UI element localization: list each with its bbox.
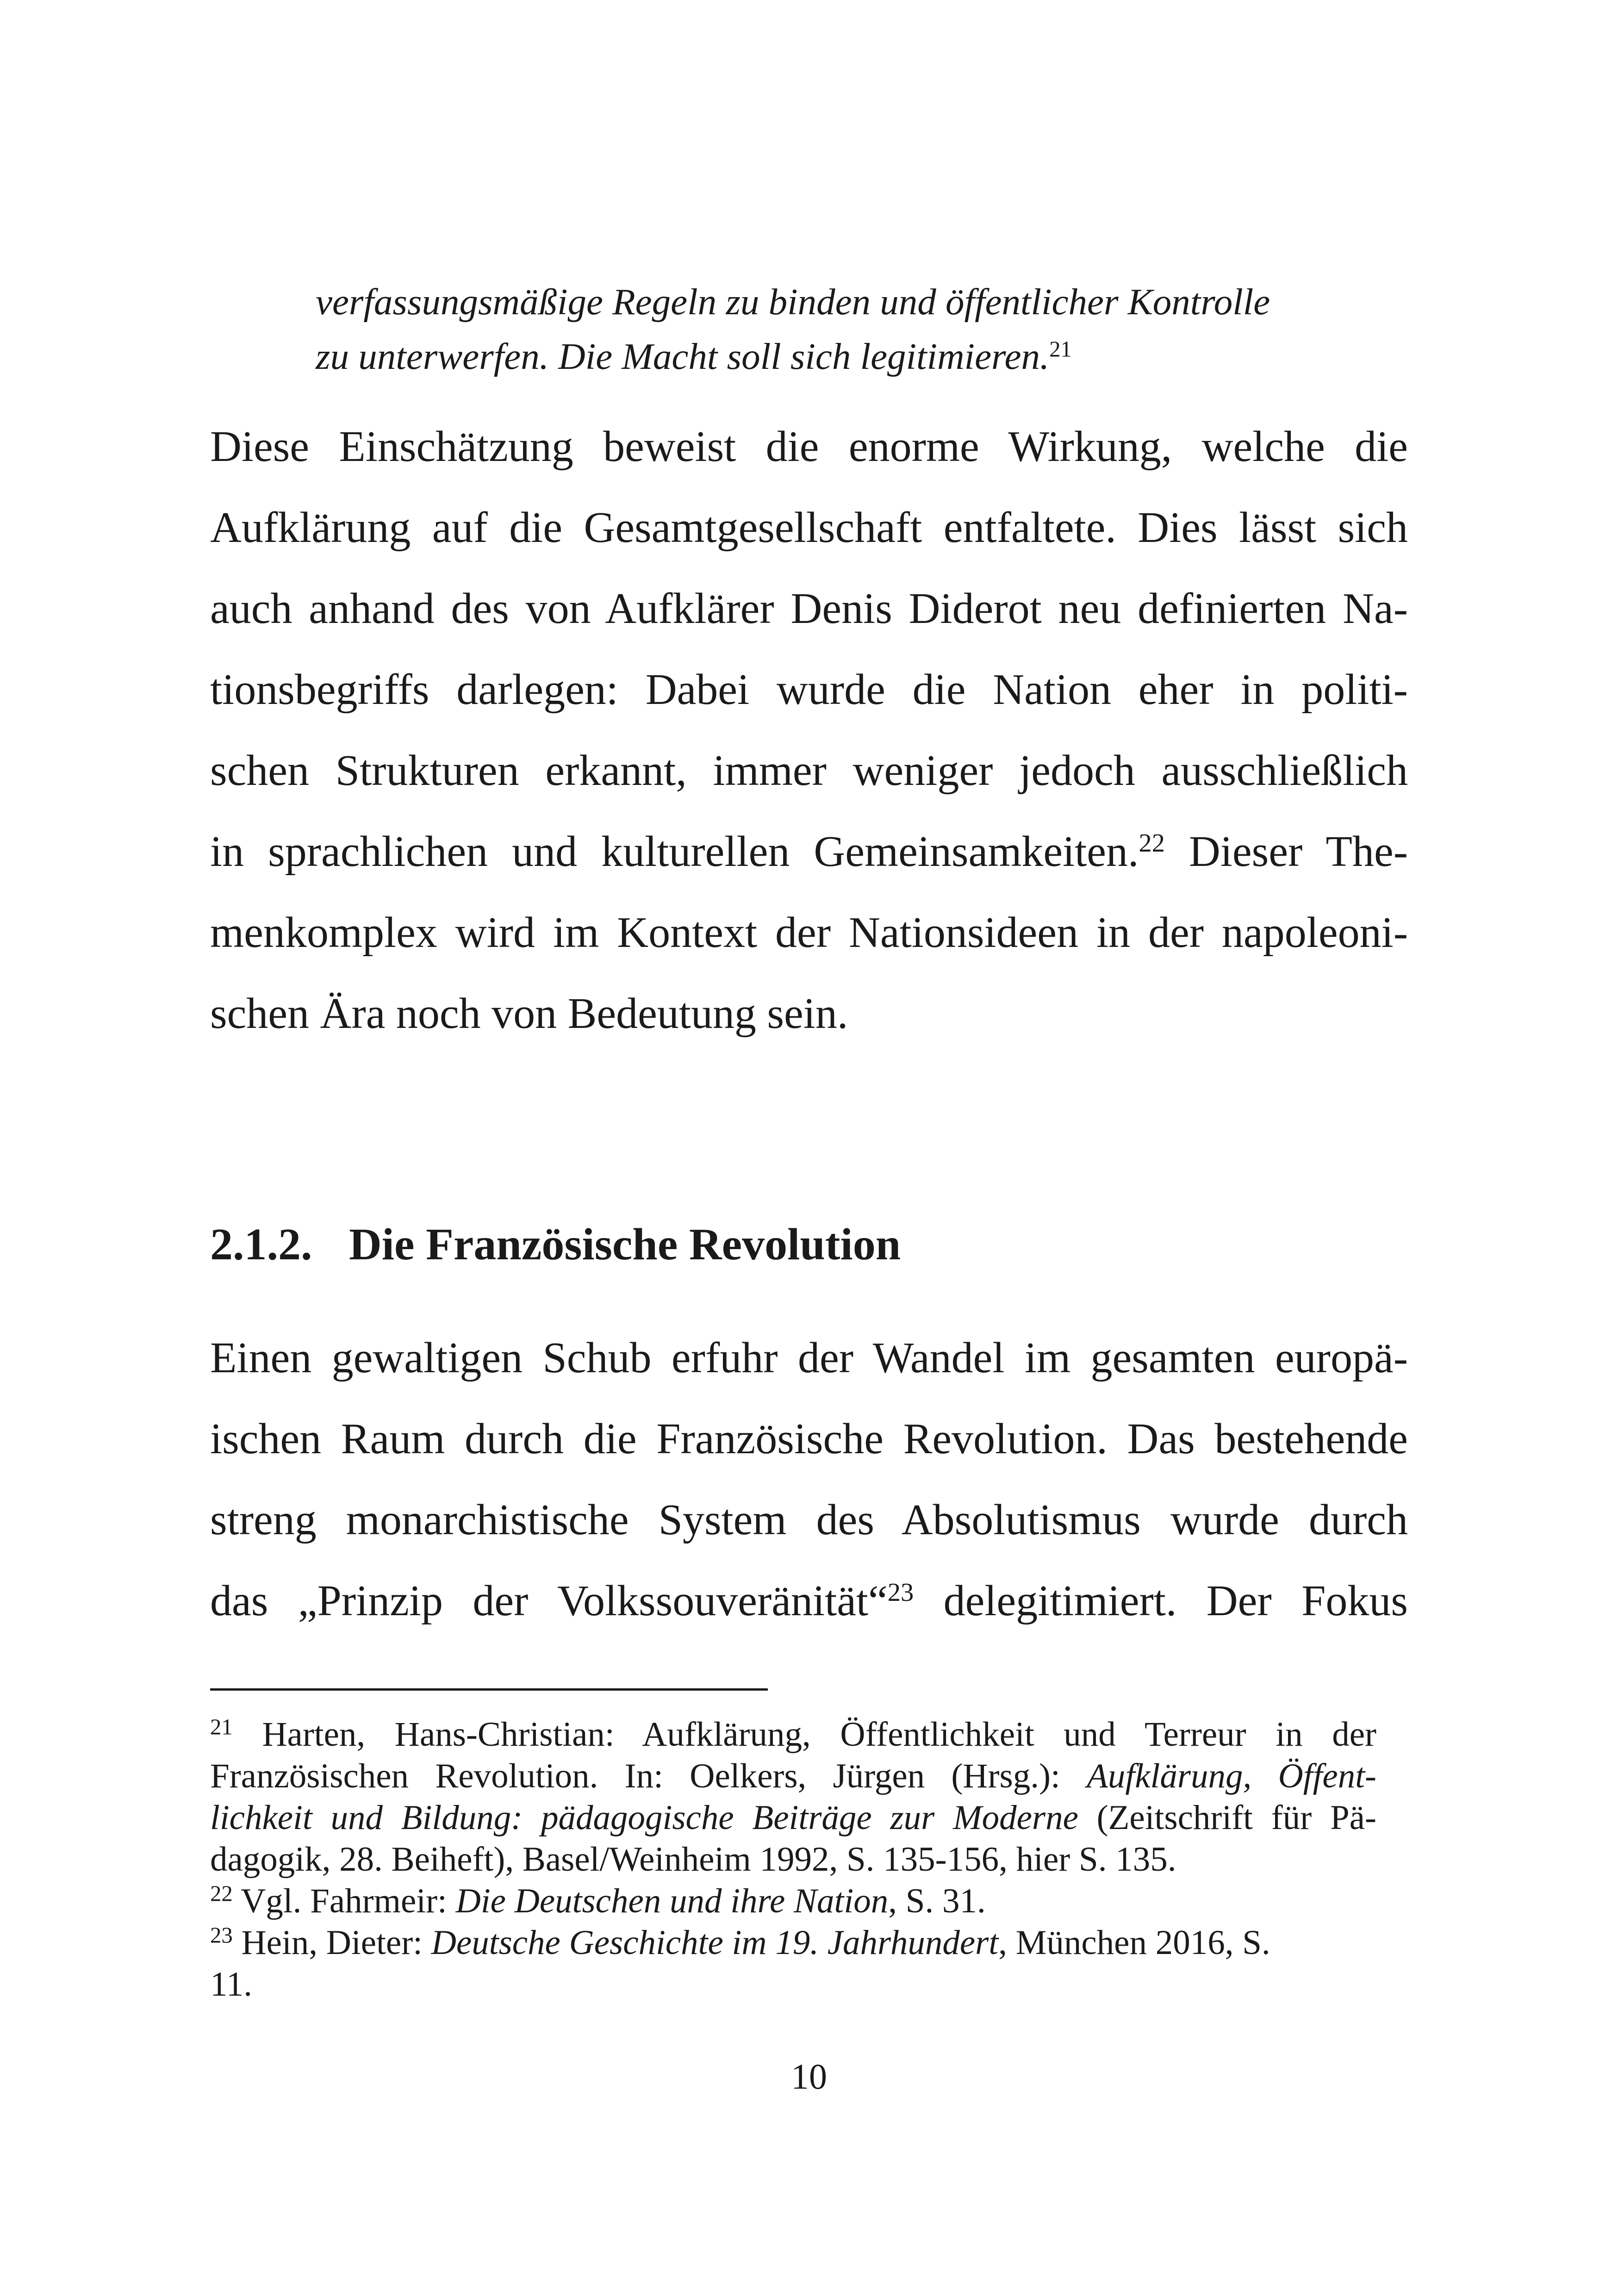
footnote-23-line-2: 11. (210, 1965, 252, 2004)
footnote-23-title: Deutsche Geschichte im 19. Jahrhundert (431, 1923, 999, 1962)
footnote-21-text-1: Harten, Hans-Christian: Aufklärung, Öffentlichkeit und Terreur in der (232, 1715, 1376, 1754)
paragraph-1-line-3: auch anhand des von Aufklärer Denis Diderot neu definierten Na- (210, 585, 1408, 633)
block-quote-line-2 (316, 338, 1072, 375)
block-quote-line-1: verfassungsmäßige Regeln zu binden und öffentlicher Kontrolle (316, 281, 1270, 323)
footnote-22-title: Die Deutschen und ihre Nation (455, 1882, 889, 1920)
paragraph-1-line-2: Aufklärung auf die Gesamtgesellschaft entfaltete. Dies lässt sich (210, 504, 1408, 552)
footnote-21-text-2: Französischen Revolution. In: Oelkers, Jürgen (Hrsg.): (210, 1757, 1087, 1795)
footnote-22-text-a: Vgl. Fahrmeir: (232, 1882, 456, 1920)
paragraph-1-line-6 (210, 828, 1408, 876)
footnote-21-title-1: Aufklärung, Öffent- (1087, 1757, 1377, 1795)
paragraph-1-line-1: Diese Einschätzung beweist die enorme Wirkung, welche die (210, 423, 1408, 471)
paragraph-2-line-2: ischen Raum durch die Französische Revolution. Das bestehende (210, 1415, 1408, 1463)
footnote-ref-22[interactable]: 22 (1139, 828, 1165, 858)
footnote-21-line-1 (210, 1714, 1376, 1754)
footnote-21-number: 21 (210, 1714, 233, 1740)
paragraph-2-line-4 (210, 1579, 1408, 1623)
section-number: 2.1.2. (210, 1220, 312, 1269)
paragraph-2-line-4-text-b: delegitimiert. Der Fokus (914, 1577, 1408, 1625)
paragraph-1-line-5: schen Strukturen erkannt, immer weniger jedoch ausschließlich (210, 747, 1408, 795)
paragraph-1-line-7: menkomplex wird im Kontext der Nationsideen in der napoleoni- (210, 908, 1408, 957)
footnote-23-number: 23 (210, 1923, 233, 1948)
paragraph-2-line-4-text-a: das „Prinzip der Volkssouveränität“ (210, 1577, 888, 1625)
section-title: Die Französische Revolution (349, 1220, 901, 1269)
paragraph-2-line-3: streng monarchistische System des Absolutismus wurde durch (210, 1496, 1408, 1544)
page-number: 10 (791, 2056, 827, 2097)
paragraph-1-line-4: tionsbegriffs darlegen: Dabei wurde die Nation eher in politi- (210, 666, 1408, 714)
paragraph-2-line-1: Einen gewaltigen Schub erfuhr der Wandel im gesamten europä- (210, 1334, 1408, 1382)
footnote-21-line-4: dagogik, 28. Beiheft), Basel/Weinheim 1992, S. 135-156, hier S. 135. (210, 1840, 1176, 1879)
footnote-separator (210, 1688, 768, 1691)
footnote-21-text-3: (Zeitschrift für Pä- (1078, 1798, 1376, 1837)
footnote-23-line-1 (210, 1925, 1270, 1960)
footnote-22 (210, 1881, 986, 1920)
block-quote-text: zu unterwerfen. Die Macht soll sich legitimieren. (316, 336, 1050, 377)
footnote-23-text-a: Hein, Dieter: (232, 1923, 431, 1962)
footnote-22-text-b: , S. 31. (888, 1882, 986, 1920)
footnote-21-line-2 (210, 1759, 1376, 1793)
paragraph-1-line-6-text-b: Dieser The- (1164, 828, 1408, 876)
footnote-ref-23[interactable]: 23 (887, 1578, 914, 1607)
section-heading (210, 1222, 901, 1267)
paragraph-1-line-8: schen Ära noch von Bedeutung sein. (210, 989, 848, 1038)
footnote-23-text-b: , München 2016, S. (998, 1923, 1270, 1962)
footnote-ref-21[interactable]: 21 (1049, 336, 1072, 362)
footnote-21-line-3 (210, 1800, 1376, 1835)
footnote-22-number: 22 (210, 1881, 233, 1906)
footnote-21-title-2: lichkeit und Bildung: pädagogische Beiträge zur Moderne (210, 1798, 1078, 1837)
paragraph-1-line-6-text-a: in sprachlichen und kulturellen Gemeinsamkeiten. (210, 828, 1139, 876)
